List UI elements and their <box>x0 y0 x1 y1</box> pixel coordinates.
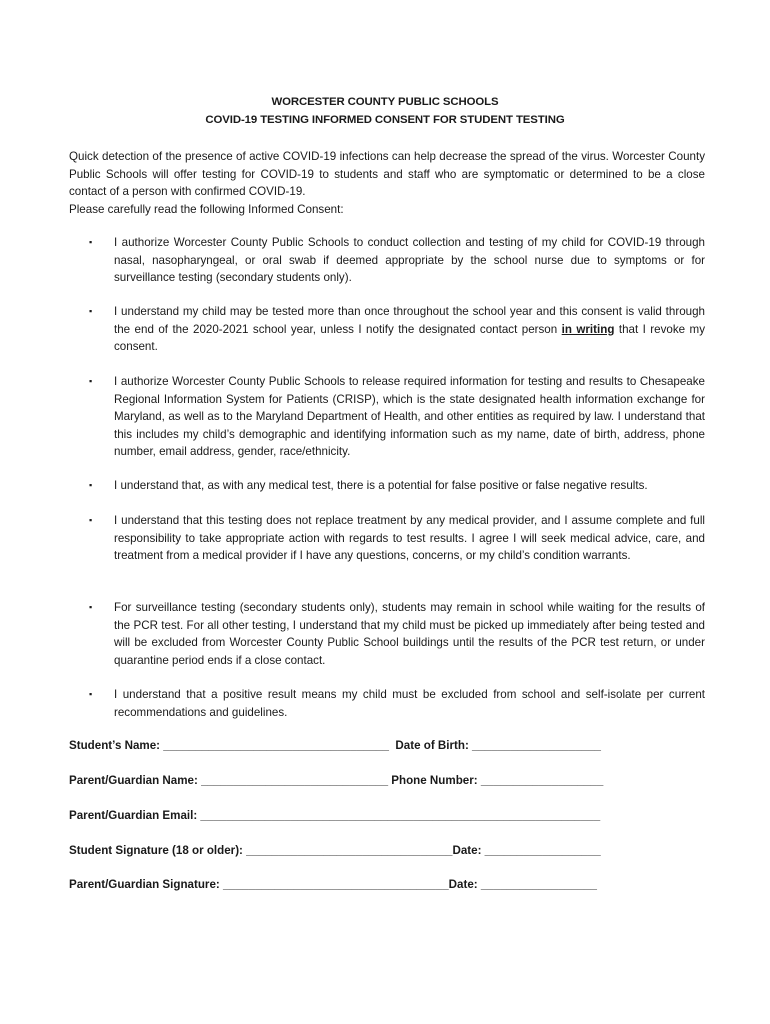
consent-item <box>69 686 705 721</box>
consent-item-text: I understand that this testing does not replace treatment by any medical provider, and I assume complete and full responsibility to take appropriate action with regards to test results. I agree I will seek medical advice, care, and treatment from a medical provider if I have any questions, concerns, or my child’s condition warrants. <box>114 514 705 562</box>
bullet-square-icon: ▪ <box>89 480 93 490</box>
document-title: WORCESTER COUNTY PUBLIC SCHOOLS <box>271 96 499 108</box>
in-writing-emphasis: in writing <box>561 322 615 336</box>
guardian-signature-field[interactable]: Parent/Guardian Signature: ___________________________________Date: __________________ <box>69 878 597 891</box>
intro-paragraph <box>69 148 705 218</box>
guardian-name-phone-field[interactable]: Parent/Guardian Name: _____________________________ Phone Number: ___________________ <box>69 774 604 787</box>
bullet-square-icon: ▪ <box>89 376 93 386</box>
student-name-dob-field[interactable]: Student’s Name: ___________________________________ Date of Birth: ____________________ <box>69 739 601 752</box>
bullet-square-icon: ▪ <box>89 237 93 247</box>
consent-item-text: I authorize Worcester County Public Schools to conduct collection and testing of my child for COVID-19 through nasal, nasopharyngeal, or oral swab if deemed appropriate by the school nurse due to symptoms or for surveillance testing (secondary students only). <box>114 236 705 284</box>
consent-item <box>69 599 705 669</box>
consent-item-text <box>114 303 705 356</box>
consent-item <box>69 512 705 565</box>
intro-instruction: Please carefully read the following Informed Consent: <box>69 202 344 216</box>
bullet-square-icon: ▪ <box>89 515 93 525</box>
consent-item-text: I authorize Worcester County Public Schools to release required information for testing and results to Chesapeake Regional Information System for Patients (CRISP), which is the state designated health information exchange for Maryland, as well as to the Maryland Department of Health, and other entities as required by law. I understand that this includes my child’s demographic and identifying information such as my name, date of birth, address, phone number, email address, gender, race/ethnicity. <box>114 375 705 458</box>
bullet-square-icon: ▪ <box>89 306 93 316</box>
document-subtitle: COVID-19 TESTING INFORMED CONSENT FOR STUDENT TESTING <box>205 114 565 126</box>
bullet-square-icon: ▪ <box>89 689 93 699</box>
consent-item-text: I understand that, as with any medical test, there is a potential for false positive or false negative results. <box>114 479 648 492</box>
bullet-square-icon: ▪ <box>89 602 93 612</box>
consent-item <box>69 234 705 287</box>
consent-item-text-part: I understand my child may be tested more than once throughout the school year and this consent is valid through the end of the 2020-2021 school year, unless I notify the designated contact person <box>114 305 705 336</box>
guardian-email-field[interactable]: Parent/Guardian Email: ______________________________________________________________ <box>69 809 601 822</box>
student-signature-field[interactable]: Student Signature (18 or older): ________________________________Date: __________________ <box>69 844 601 857</box>
consent-item <box>69 303 705 356</box>
consent-item <box>69 373 705 461</box>
consent-item-text: For surveillance testing (secondary students only), students may remain in school while waiting for the results of the PCR test. For all other testing, I understand that my child must be picked up immediately after being tested and will be excluded from Worcester County Public School buildings until the results of the PCR test return, or under quarantine period ends if a close contact. <box>114 601 705 667</box>
consent-item-text-part: that I revoke my consent. <box>114 322 705 353</box>
intro-text: Quick detection of the presence of active COVID-19 infections can help decrease the spread of the virus. Worcester County Public Schools will offer testing for COVID-19 to students and staff who are symptomatic or determined to be a close contact of a person with confirmed COVID-19. <box>69 150 705 198</box>
consent-item <box>69 477 705 495</box>
consent-item-text: I understand that a positive result means my child must be excluded from school and self-isolate per current recommendations and guidelines. <box>114 688 705 719</box>
